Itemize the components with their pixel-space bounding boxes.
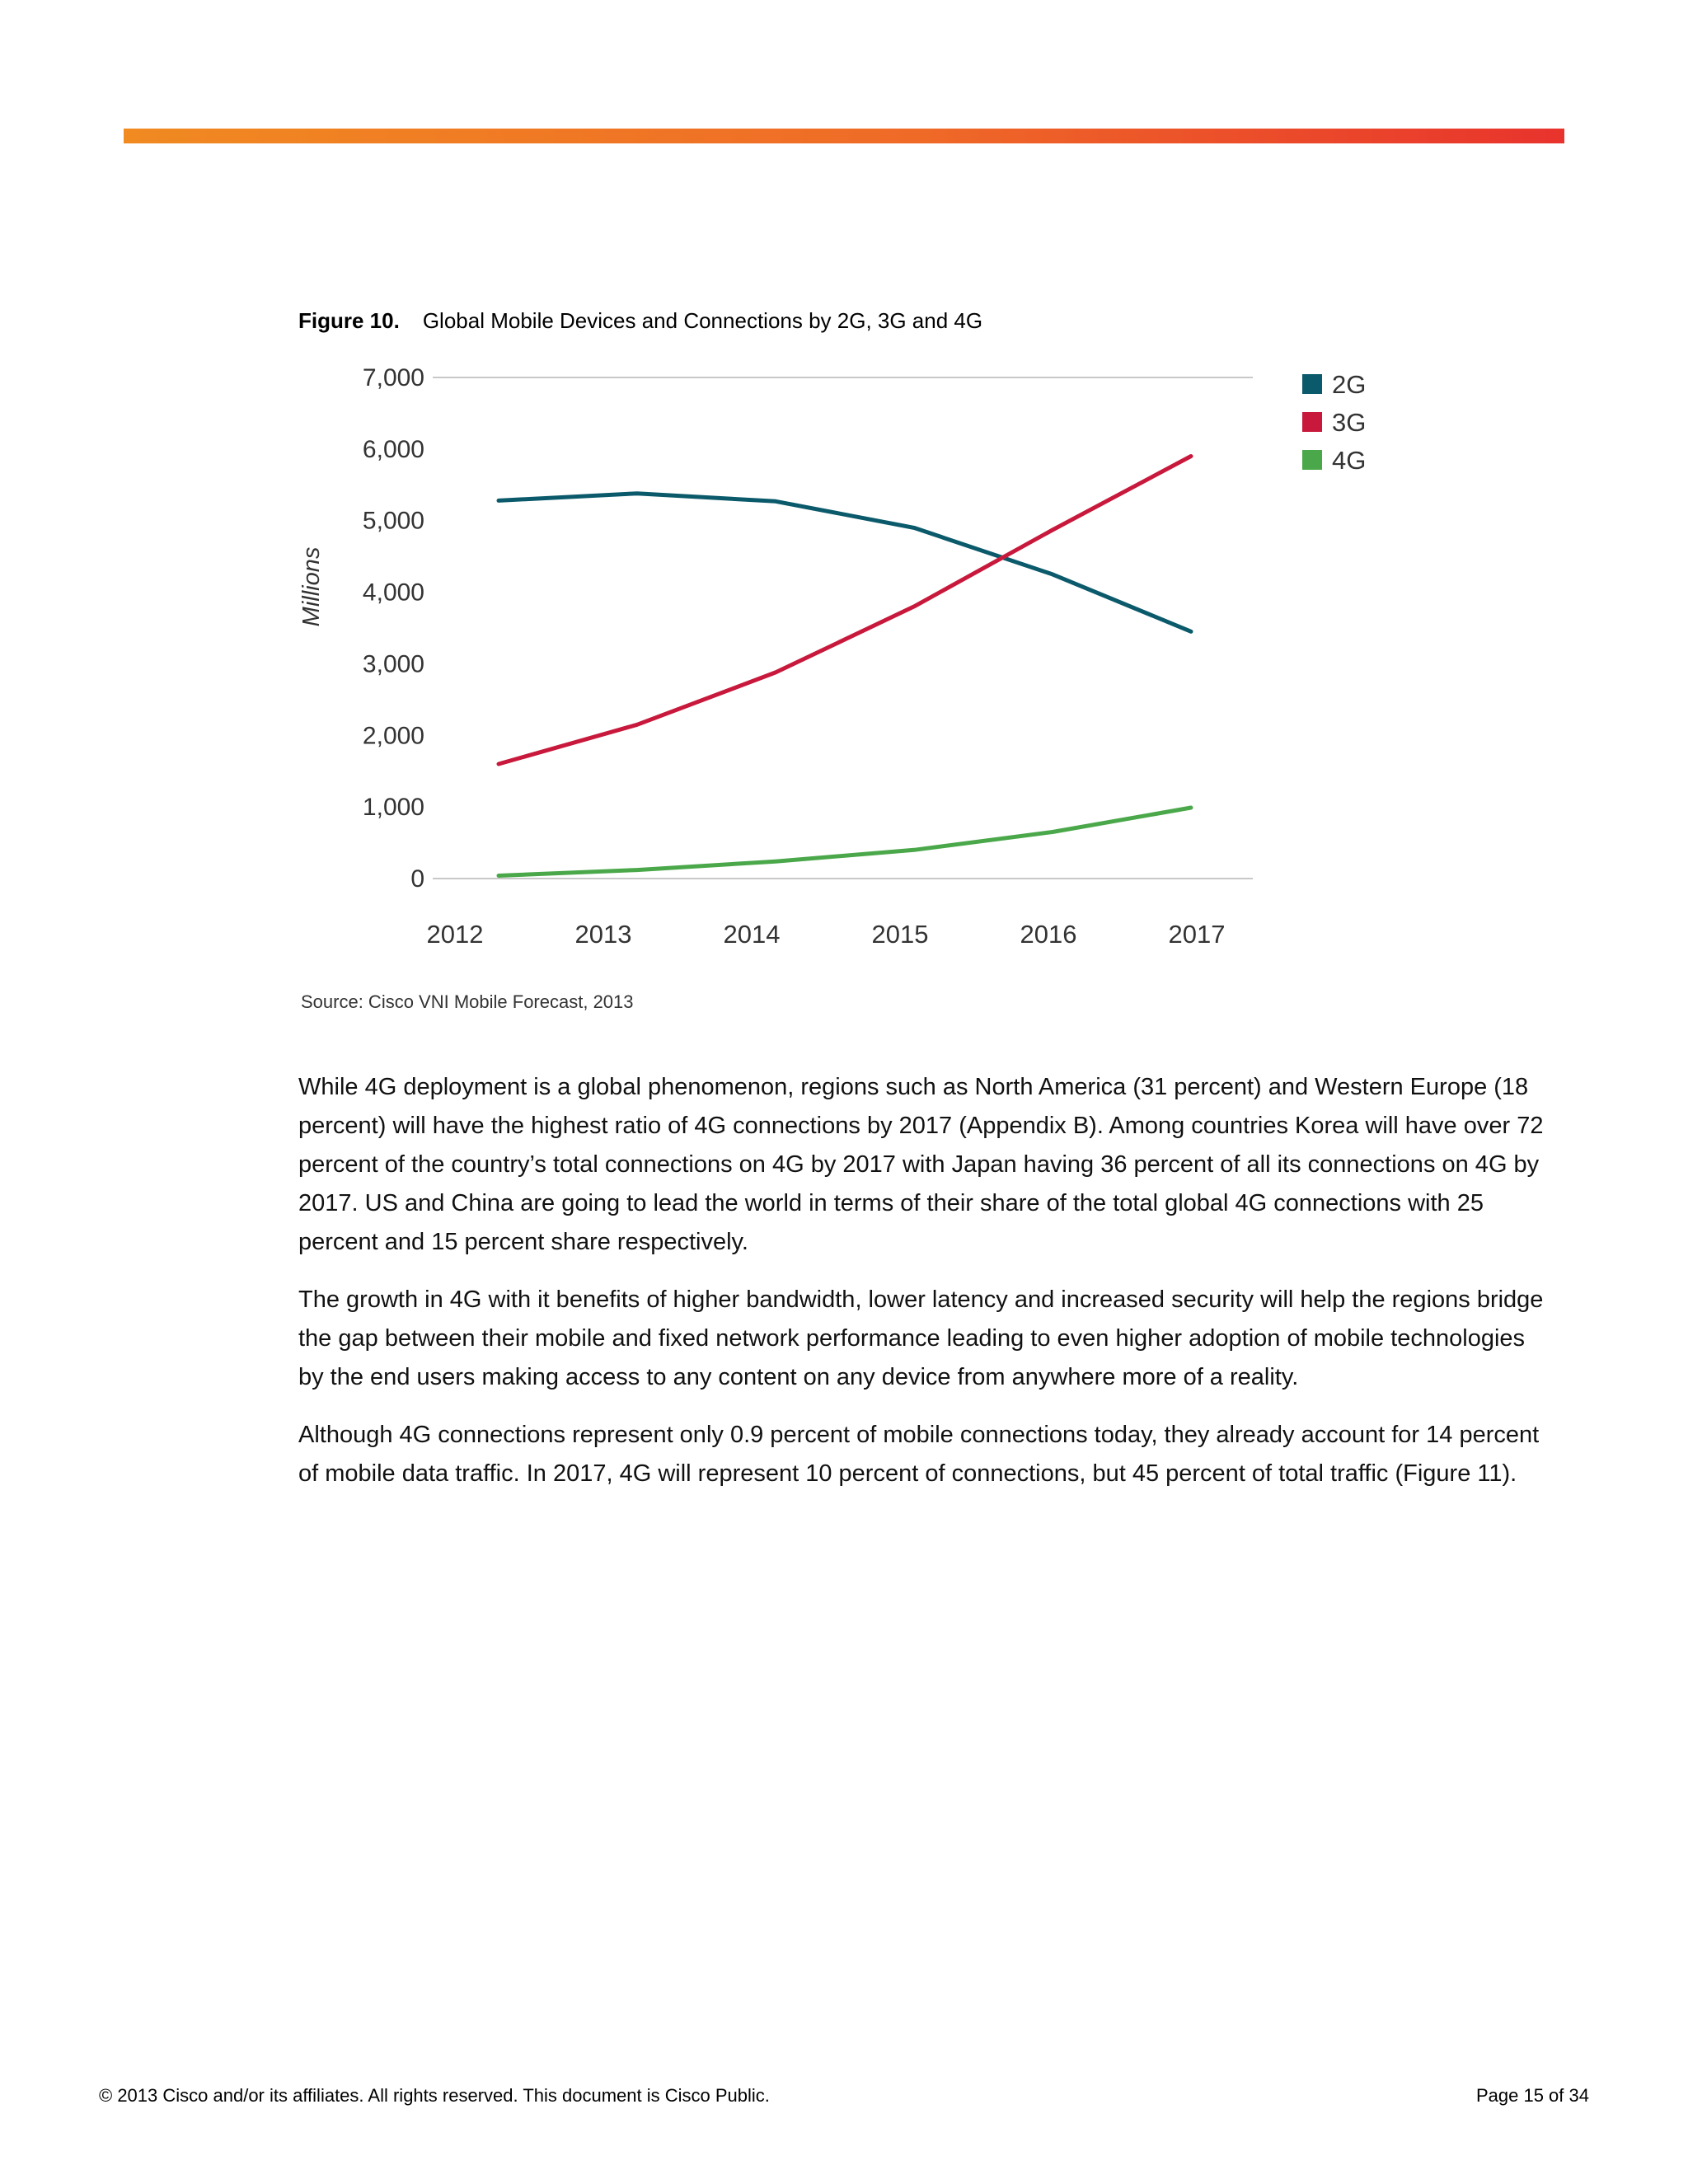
paragraph: While 4G deployment is a global phenomenon, regions such as North America (31 percent) and Western Europe (18 percent) will have the highest ratio of 4G connections by 2017 (Appendix B). Among countries Korea will have over 72 percent of the country’s total connections on 4G by 2017 with Japan having 36 percent of all its connections on 4G by 2017. US and China are going to lead the world in terms of their share of the total global 4G connections with 25 percent and 15 percent share respectively. [298, 1074, 1544, 1255]
legend-label-4g: 4G [1332, 446, 1367, 475]
paragraph: Although 4G connections represent only 0.9 percent of mobile connections today, they already account for 14 percent of mobile data traffic. In 2017, 4G will represent 10 percent of connections, but 45 percent of total traffic (Figure 11). [298, 1422, 1540, 1487]
series-line-2g [499, 494, 1191, 632]
series-line-4g [499, 808, 1191, 876]
y-tick-label: 1,000 [362, 794, 424, 822]
series-line-3g [499, 457, 1191, 765]
legend-swatch-2g [1302, 374, 1322, 394]
line-chart [293, 354, 1409, 972]
footer-copyright: © 2013 Cisco and/or its affiliates. All rights reserved. This document is Cisco Public. [99, 2085, 770, 2106]
y-tick-label: 7,000 [362, 364, 424, 391]
legend-label-2g: 2G [1332, 370, 1367, 399]
x-tick-label: 2015 [871, 920, 929, 949]
figure-title: Global Mobile Devices and Connections by 2G, 3G and 4G [422, 308, 983, 333]
y-tick-label: 0 [410, 865, 424, 893]
footer-page-number: Page 15 of 34 [1475, 2085, 1589, 2106]
paragraph: The growth in 4G with it benefits of higher bandwidth, lower latency and increased security will help the regions bridge the gap between their mobile and fixed network performance leading to even higher adoption of mobile technologies by the end users making access to any content on any device from anywhere more of a reality. [298, 1286, 1544, 1390]
y-tick-label: 6,000 [362, 435, 424, 463]
x-tick-label: 2013 [574, 920, 632, 949]
y-tick-label: 4,000 [362, 579, 424, 607]
body-text [298, 1068, 1551, 1512]
x-tick-label: 2016 [1020, 920, 1077, 949]
legend-label-3g: 3G [1332, 408, 1367, 437]
x-tick-label: 2017 [1168, 920, 1226, 949]
y-tick-label: 3,000 [362, 650, 424, 678]
figure-caption [298, 308, 982, 334]
header-accent-bar [124, 129, 1564, 143]
legend-swatch-3g [1302, 412, 1322, 432]
chart-canvas [293, 354, 1409, 972]
legend-swatch-4g [1302, 450, 1322, 470]
figure-label: Figure 10. [298, 308, 400, 333]
x-tick-label: 2014 [723, 920, 781, 949]
y-tick-label: 5,000 [362, 507, 424, 535]
y-axis-label: Millions [298, 546, 325, 627]
chart-source: Source: Cisco VNI Mobile Forecast, 2013 [301, 991, 634, 1012]
y-tick-label: 2,000 [362, 722, 424, 750]
x-tick-label: 2012 [426, 920, 484, 949]
